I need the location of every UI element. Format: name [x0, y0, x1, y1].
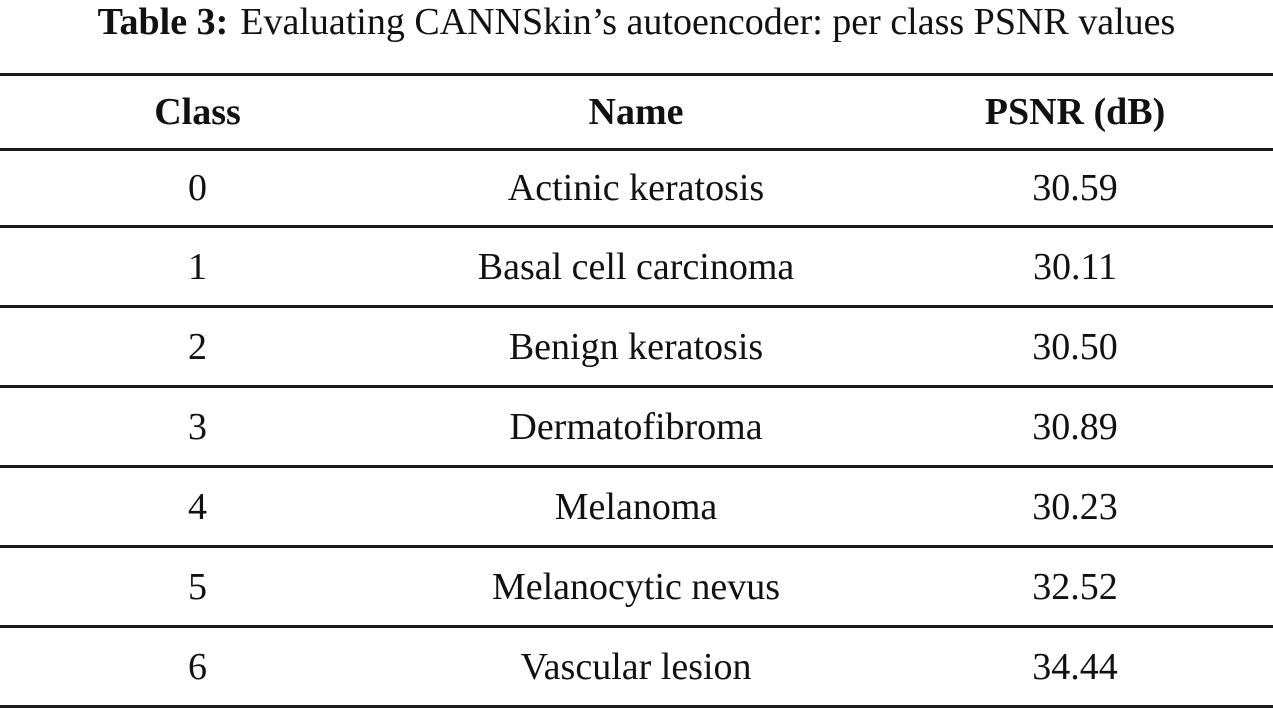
- cell-class: 5: [188, 565, 207, 608]
- table-row: [0, 307, 1273, 387]
- header-psnr: PSNR (dB): [984, 91, 1166, 133]
- table-row: [0, 627, 1273, 707]
- table-row: [0, 227, 1273, 307]
- cell-name: Benign keratosis: [508, 325, 764, 368]
- cell-class: 4: [188, 485, 207, 528]
- cell-name: Basal cell carcinoma: [477, 245, 795, 288]
- cell-name: Dermatofibroma: [509, 405, 763, 448]
- cell-name: Vascular lesion: [520, 645, 752, 688]
- header-class: Class: [154, 91, 241, 133]
- table-row: [0, 387, 1273, 467]
- table-row: [0, 467, 1273, 547]
- psnr-table: [0, 73, 1273, 708]
- table-caption-text: Evaluating CANNSkin’s autoencoder: per class PSNR values: [240, 1, 1176, 43]
- cell-psnr: 32.52: [1032, 565, 1118, 608]
- table-header-row: [0, 75, 1273, 150]
- table-row: [0, 547, 1273, 627]
- table-caption: [0, 0, 1273, 46]
- cell-name: Actinic keratosis: [507, 167, 765, 209]
- cell-psnr: 30.23: [1032, 485, 1118, 528]
- cell-psnr: 30.89: [1032, 405, 1118, 448]
- cell-class: 0: [188, 167, 207, 209]
- cell-name: Melanocytic nevus: [491, 565, 781, 608]
- header-name: Name: [588, 91, 684, 133]
- cell-name: Melanoma: [554, 485, 718, 528]
- table-caption-label: Table 3:: [97, 1, 229, 43]
- table-row: [0, 150, 1273, 227]
- cell-class: 6: [188, 645, 207, 688]
- cell-psnr: 30.11: [1032, 245, 1118, 288]
- cell-psnr: 30.50: [1032, 325, 1118, 368]
- cell-class: 1: [188, 245, 207, 288]
- cell-class: 3: [188, 405, 207, 448]
- cell-psnr: 30.59: [1032, 167, 1118, 209]
- psnr-table-container: [0, 73, 1273, 708]
- cell-psnr: 34.44: [1032, 645, 1118, 688]
- cell-class: 2: [188, 325, 207, 368]
